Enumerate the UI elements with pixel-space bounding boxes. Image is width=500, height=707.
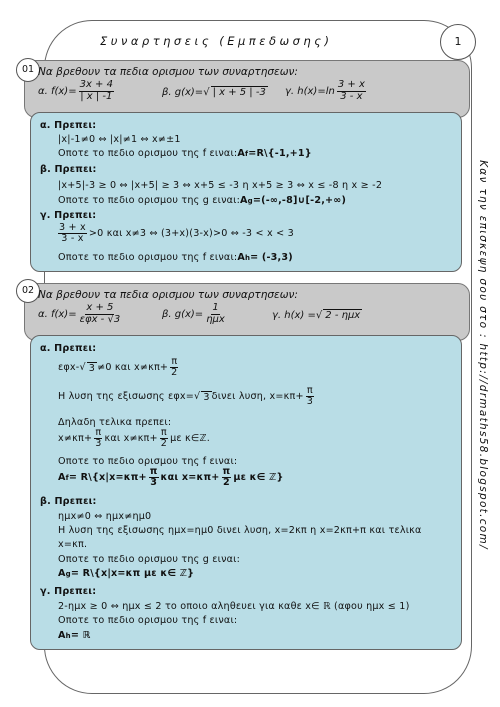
q1-function-g: β. g(x)= √ | x + 5 | -3 <box>162 86 266 98</box>
q2-function-g: β. g(x)= $\frac{1}{\text{ημx}}$ <box>162 302 225 325</box>
page-title: Συναρτησεις (Εμπεδωσης) <box>100 34 333 48</box>
blog-link-text[interactable]: Καν την επισκεψη σου στο : http://drmaths58.blogspot.com/ <box>477 160 489 550</box>
sol2-a-line2: Η λυση της εξισωσης εφx= √ 3 δινει λυση, x=κπ+ $\frac{\pi}{3}$ <box>58 385 313 408</box>
question-2-title: Να βρεθουν τα πεδια ορισμου των συναρτησεων: <box>38 289 298 301</box>
sol1-b-heading: β. Πρεπει: <box>40 164 97 175</box>
sol2-b-line2: Η λυση της εξισωσης ημx=ημ0 δινει λυση, x=2κπ η x=2κπ+π και τελικα <box>58 525 422 536</box>
sol1-a-heading: α. Πρεπει: <box>40 120 97 131</box>
question-1-number: 01 <box>16 58 40 82</box>
sol2-a-heading: α. Πρεπει: <box>40 343 97 354</box>
sol2-c-result: A h = ℝ <box>58 630 91 641</box>
question-1-title: Να βρεθουν τα πεδια ορισμου των συναρτησεων: <box>38 66 298 78</box>
sol1-c-heading: γ. Πρεπει: <box>40 210 97 221</box>
sol2-a-result: A f = R\{x|x=κπ+ $\frac{\pi}{3}$ και x=κπ+ $\frac{\pi}{2}$ με κ∈ ℤ} <box>58 466 284 489</box>
sol2-c-line1: 2-ημx ≥ 0 ⇔ ημx ≤ 2 το οποιο αληθευει για καθε x∈ ℝ (αφου ημx ≤ 1) <box>58 601 410 612</box>
sol1-a-result: Οποτε το πεδιο ορισμου της f ειναι: A f =R\{-1,+1} <box>58 148 312 159</box>
sol1-a-line1: |x|-1≠0 ⇔ |x|≠1 ⇔ x≠±1 <box>58 134 181 145</box>
sol2-a-line4: x≠κπ+ $\frac{\pi}{3}$ και x≠κπ+ $\frac{\pi}{2}$ με κ∈ℤ. <box>58 427 211 450</box>
q2-function-f: α. f(x)= $\frac{x + 5}{\text{εφx - √3}}$ <box>38 302 121 325</box>
sol2-b-heading: β. Πρεπει: <box>40 496 97 507</box>
sol2-a-line1: εφx- √ 3 ≠0 και x≠κπ+ $\frac{\pi}{2}$ <box>58 356 178 379</box>
sol1-b-line1: |x+5|-3 ≥ 0 ⇔ |x+5| ≥ 3 ⇔ x+5 ≤ -3 η x+5 ≥ 3 ⇔ x ≤ -8 η x ≥ -2 <box>58 180 383 191</box>
sol2-b-result: A g = R\{x|x=κπ με κ∈ ℤ} <box>58 568 195 579</box>
q1-function-f: α. f(x)= $\frac{3x + 4}{| x | -1}$ <box>38 79 113 102</box>
sol2-a-line3: Δηλαδη τελικα πρεπει: <box>58 417 172 428</box>
sol2-b-line4: Οποτε το πεδιο ορισμου της g ειναι: <box>58 554 241 565</box>
sol2-c-line2: Οποτε το πεδιο ορισμου της f ειναι: <box>58 615 238 626</box>
sol2-b-line1: ημx≠0 ⇔ ημx≠ημ0 <box>58 511 152 522</box>
sol1-c-result: Οποτε το πεδιο ορισμου της f ειναι: A h = (-3,3) <box>58 252 293 263</box>
q1-function-h: γ. h(x)=ln $\frac{3 + x}{3 - x}$ <box>285 79 365 102</box>
sol2-c-heading: γ. Πρεπει: <box>40 586 97 597</box>
page-number: 1 <box>440 24 476 60</box>
question-2-number: 02 <box>16 279 40 303</box>
sol2-b-line3: x=κπ. <box>58 539 88 550</box>
q2-function-h: γ. h(x) = √ 2 - ημx <box>272 309 361 321</box>
sol1-b-result: Οποτε το πεδιο ορισμου της g ειναι: A g =(-∞,-8]∪[-2,+∞) <box>58 195 347 206</box>
sol1-c-line1: $\frac{3 + x}{3 - x}$ >0 και x≠3 ⇔ (3+x)(3-x)>0 ⇔ -3 < x < 3 <box>59 222 294 245</box>
sol2-a-line5: Οποτε το πεδιο ορισμου της f ειναι: <box>58 456 238 467</box>
